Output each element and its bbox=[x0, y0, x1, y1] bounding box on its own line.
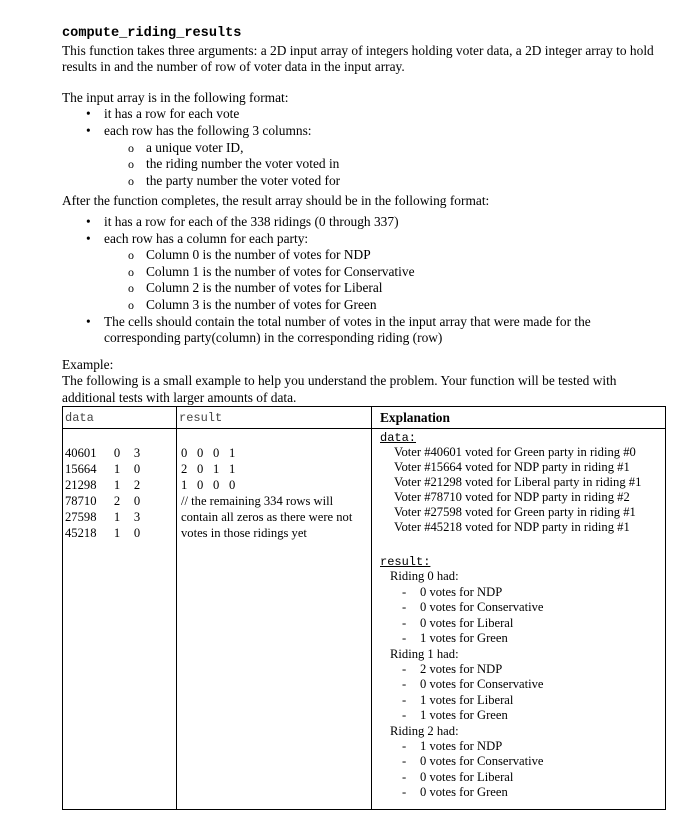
riding-vote-line: - 1 votes for Green bbox=[402, 631, 508, 646]
explanation-line: Voter #78710 voted for NDP party in riding #2 bbox=[394, 490, 630, 505]
function-name: compute_riding_results bbox=[62, 26, 242, 41]
hollow-bullet-icon: o bbox=[128, 248, 134, 263]
data-row: 21298 1 2 bbox=[65, 478, 141, 493]
bullet-icon: • bbox=[86, 230, 91, 246]
riding-vote-line: - 1 votes for Liberal bbox=[402, 692, 514, 707]
dash-icon: - bbox=[402, 677, 407, 692]
riding-vote-line: - 1 votes for NDP bbox=[402, 738, 503, 753]
table-header-row bbox=[63, 407, 666, 429]
input-bullet-list bbox=[62, 106, 666, 189]
riding-vote-line: - 0 votes for Green bbox=[402, 785, 508, 800]
riding-vote-line: - 0 votes for Conservative bbox=[402, 677, 544, 692]
data-cell bbox=[63, 429, 177, 809]
data-row: 40601 0 3 bbox=[65, 446, 141, 461]
input-column-item: o the party number the voter voted for bbox=[128, 172, 341, 188]
riding-vote-line: - 0 votes for Conservative bbox=[402, 600, 544, 615]
table-body-row bbox=[63, 429, 666, 809]
result-cell bbox=[177, 429, 372, 809]
riding-vote-line: - 1 votes for Green bbox=[402, 708, 508, 723]
hollow-bullet-icon: o bbox=[128, 140, 134, 155]
result-row: 0 0 0 1 bbox=[181, 446, 236, 461]
result-note-line: contain all zeros as there were not bbox=[181, 510, 353, 525]
riding-vote-line: - 0 votes for Conservative bbox=[402, 754, 544, 769]
example-label: Example: bbox=[62, 356, 114, 372]
bullet-icon: • bbox=[86, 213, 91, 229]
input-format-heading: The input array is in the following format: bbox=[62, 89, 289, 105]
explanation-line: Voter #27598 voted for Green party in riding #1 bbox=[394, 505, 636, 520]
riding-vote-line: - 0 votes for NDP bbox=[402, 584, 503, 599]
explanation-line: Voter #21298 voted for Liberal party in riding #1 bbox=[394, 475, 642, 490]
hollow-bullet-icon: o bbox=[128, 297, 134, 312]
result-note-line: // the remaining 334 rows will bbox=[181, 494, 334, 509]
hollow-bullet-icon: o bbox=[128, 264, 134, 279]
cells-bullet-item: • The cells should contain the total number of votes in the input array that were made for the corresponding party(column) in the corresponding riding (row) bbox=[86, 313, 591, 346]
header-data: data bbox=[63, 407, 177, 429]
input-column-item: o a unique voter ID, bbox=[128, 139, 244, 155]
example-intro: The following is a small example to help you understand the problem. Your function will be tested with additional tests with larger amounts of data. bbox=[62, 373, 617, 405]
riding-title: Riding 1 had: bbox=[390, 646, 459, 661]
explanation-cell bbox=[372, 429, 666, 809]
explanation-line: Voter #40601 voted for Green party in riding #0 bbox=[394, 445, 636, 460]
explanation-line: Voter #15664 voted for NDP party in riding #1 bbox=[394, 460, 630, 475]
dash-icon: - bbox=[402, 661, 407, 676]
dash-icon: - bbox=[402, 692, 407, 707]
result-bullet-item: • it has a row for each of the 338 ridings (0 through 337) bbox=[86, 213, 399, 229]
dash-icon: - bbox=[402, 754, 407, 769]
result-column-item: o Column 0 is the number of votes for NDP bbox=[128, 247, 371, 263]
result-format-heading: After the function completes, the result array should be in the following format: bbox=[62, 193, 490, 209]
explanation-data-label: data: bbox=[380, 431, 417, 446]
riding-vote-line: - 2 votes for NDP bbox=[402, 661, 503, 676]
dash-icon: - bbox=[402, 631, 407, 646]
dash-icon: - bbox=[402, 600, 407, 615]
hollow-bullet-icon: o bbox=[128, 173, 134, 188]
result-note-line: votes in those ridings yet bbox=[181, 526, 307, 541]
data-row: 15664 1 0 bbox=[65, 462, 141, 477]
result-bullet-list bbox=[62, 214, 666, 347]
result-row: 2 0 1 1 bbox=[181, 462, 236, 477]
riding-vote-line: - 0 votes for Liberal bbox=[402, 769, 514, 784]
result-column-item: o Column 3 is the number of votes for Green bbox=[128, 296, 377, 312]
input-bullet-item: • it has a row for each vote bbox=[86, 106, 240, 122]
riding-vote-line: - 0 votes for Liberal bbox=[402, 615, 514, 630]
header-result: result bbox=[177, 407, 372, 429]
dash-icon: - bbox=[402, 615, 407, 630]
explanation-line: Voter #45218 voted for NDP party in riding #1 bbox=[394, 520, 630, 535]
dash-icon: - bbox=[402, 584, 407, 599]
bullet-icon: • bbox=[86, 122, 91, 138]
header-explanation: Explanation bbox=[372, 407, 666, 429]
bullet-icon: • bbox=[86, 106, 91, 122]
intro-paragraph: This function takes three arguments: a 2D input array of integers holding voter data, a 2D integer array to hold results in and the number of row of voter data in the input array. bbox=[62, 42, 654, 75]
data-row: 27598 1 3 bbox=[65, 510, 141, 525]
riding-title: Riding 0 had: bbox=[390, 569, 459, 584]
result-column-item: o Column 2 is the number of votes for Liberal bbox=[128, 280, 383, 296]
explanation-result-label: result: bbox=[380, 555, 431, 570]
result-column-item: o Column 1 is the number of votes for Conservative bbox=[128, 263, 415, 279]
data-row: 45218 1 0 bbox=[65, 526, 141, 541]
document-page bbox=[62, 26, 666, 810]
bullet-icon: • bbox=[86, 313, 91, 329]
dash-icon: - bbox=[402, 738, 407, 753]
example-table bbox=[62, 406, 666, 809]
dash-icon: - bbox=[402, 708, 407, 723]
hollow-bullet-icon: o bbox=[128, 157, 134, 172]
data-row: 78710 2 0 bbox=[65, 494, 141, 509]
dash-icon: - bbox=[402, 769, 407, 784]
hollow-bullet-icon: o bbox=[128, 281, 134, 296]
result-bullet-item: • each row has a column for each party: bbox=[86, 230, 309, 246]
input-bullet-item: • each row has the following 3 columns: bbox=[86, 122, 312, 138]
riding-title: Riding 2 had: bbox=[390, 723, 459, 738]
result-row: 1 0 0 0 bbox=[181, 478, 236, 493]
input-column-item: o the riding number the voter voted in bbox=[128, 156, 340, 172]
dash-icon: - bbox=[402, 785, 407, 800]
